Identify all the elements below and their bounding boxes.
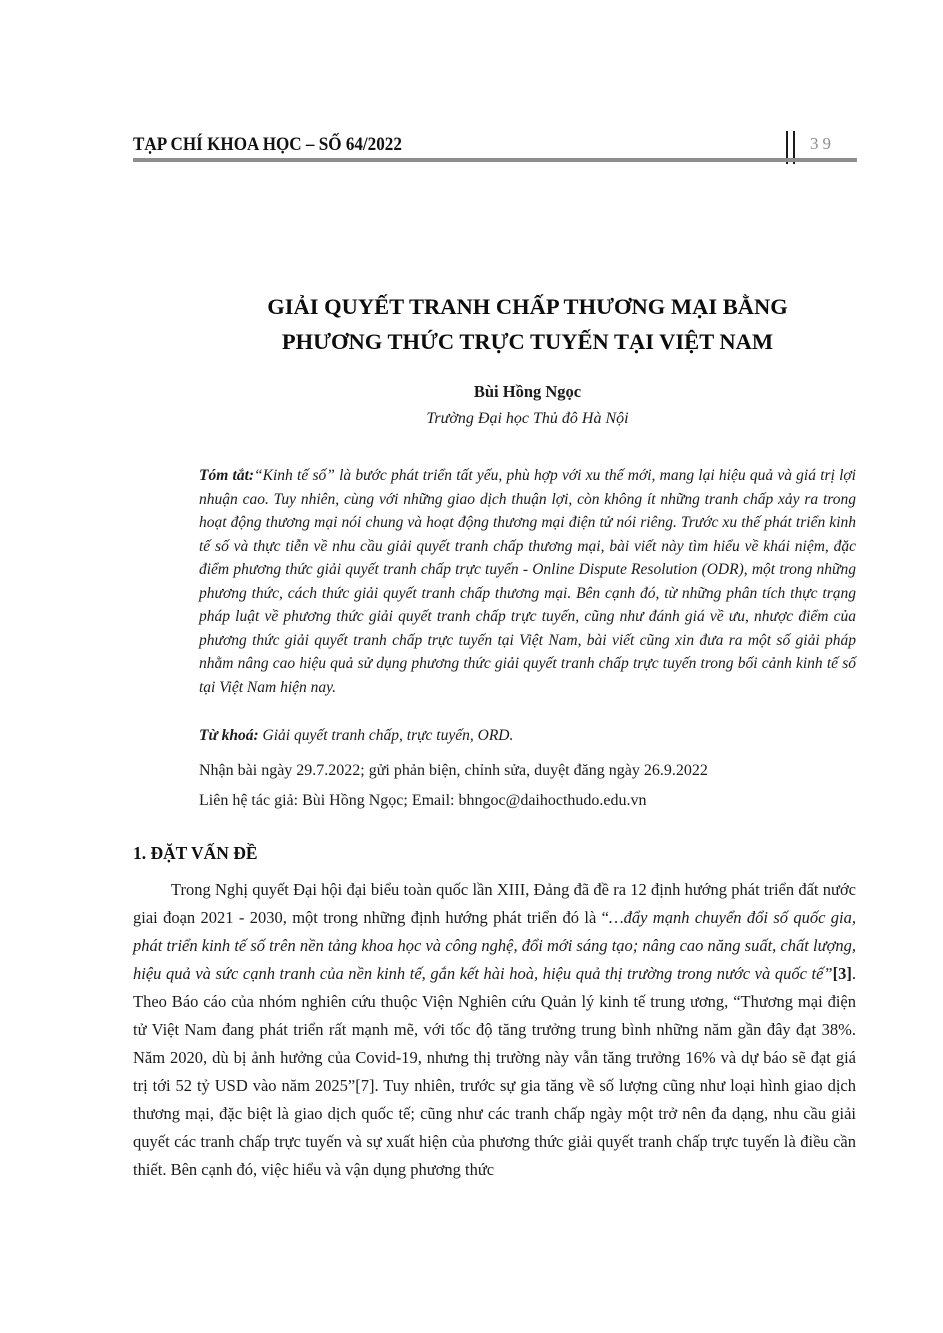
section-1-paragraph: [133, 876, 856, 1184]
paragraph-segment-quote-italic: …đẩy mạnh chuyển đổi số quốc gia, phát triển kinh tế số trên nền tảng khoa học và công nghệ, đổi mới sáng tạo; nâng cao năng suất, chất lượng, hiệu quả và sức cạnh tranh của nền kinh tế, gắn kết hài hoà, hiệu quả thị trường trong nước và quốc tế”: [133, 908, 856, 983]
journal-header-title: TẠP CHÍ KHOA HỌC – SỐ 64/2022: [133, 134, 402, 155]
abstract-label: Tóm tắt:: [199, 467, 255, 484]
keywords-label: Từ khoá:: [199, 727, 259, 744]
article-title-line1: GIẢI QUYẾT TRANH CHẤP THƯƠNG MẠI BẰNG: [267, 294, 788, 319]
article-title: [199, 289, 856, 359]
paragraph-segment: . Theo Báo cáo của nhóm nghiên cứu thuộc Viện Nghiên cứu Quản lý kinh tế trung ương, “Thương mại điện tử Việt Nam đang phát triển rất mạnh mẽ, với tốc độ tăng trưởng trung bình những năm gần đây đạt 38%. Năm 2020, dù bị ảnh hưởng của Covid-19, nhưng thị trường này vẫn tăng trưởng 16% và dự báo sẽ đạt giá trị tới 52 tỷ USD vào năm 2025”[7]. Tuy nhiên, trước sự gia tăng về số lượng cũng như loại hình giao dịch thương mại, đặc biệt là giao dịch quốc tế; cũng như các tranh chấp ngày một trở nên đa dạng, nhu cầu giải quyết các tranh chấp trực tuyến và sự xuất hiện của phương thức giải quyết tranh chấp trực tuyến là điều cần thiết. Bên cạnh đó, việc hiểu và vận dụng phương thức: [133, 964, 856, 1179]
author-affiliation: Trường Đại học Thủ đô Hà Nội: [426, 410, 629, 427]
author-contact-line: Liên hệ tác giả: Bùi Hồng Ngọc; Email: bhngoc@daihocthudo.edu.vn: [199, 792, 647, 809]
section-1-heading: 1. ĐẶT VẤN ĐỀ: [133, 843, 258, 863]
paragraph-segment-citation: [3]: [832, 964, 852, 983]
author-name: Bùi Hồng Ngọc: [473, 382, 582, 401]
paragraph-segment: Trong Nghị quyết Đại hội đại biểu toàn quốc lần XIII, Đảng đã đề ra 12 định hướng phát triển đất nước giai đoạn 2021 - 2030, một trong những định hướng phát triển đó là “: [133, 880, 856, 927]
keywords-line: [199, 724, 856, 748]
abstract-paragraph: [199, 464, 856, 699]
page-number: 39: [810, 134, 835, 153]
received-dates-line: Nhận bài ngày 29.7.2022; gửi phản biện, chỉnh sửa, duyệt đăng ngày 26.9.2022: [199, 762, 708, 779]
article-title-line2: PHƯƠNG THỨC TRỰC TUYẾN TẠI VIỆT NAM: [281, 329, 774, 354]
keywords-text: Giải quyết tranh chấp, trực tuyến, ORD.: [258, 727, 514, 744]
header-rule: [133, 158, 857, 162]
abstract-text: “Kinh tế số” là bước phát triển tất yếu, phù hợp với xu thế mới, mang lại hiệu quả và giá trị lợi nhuận cao. Tuy nhiên, cùng với những giao dịch thuận lợi, còn không ít những tranh chấp xảy ra trong hoạt động thương mại nói chung và hoạt động thương mại điện tử nói riêng. Trước xu thế phát triển kinh tế số và thực tiễn về nhu cầu giải quyết tranh chấp thương mại, bài viết này tìm hiểu về khái niệm, đặc điểm phương thức giải quyết tranh chấp trực tuyến - Online Dispute Resolution (ODR), một trong những phương thức, cách thức giải quyết tranh chấp thương mại. Bên cạnh đó, từ những phân tích thực trạng pháp luật về phương thức giải quyết tranh chấp trực tuyến, cũng như đánh giá về ưu, nhược điểm của phương thức giải quyết tranh chấp trực tuyến tại Việt Nam, bài viết cũng xin đưa ra một số giải pháp nhằm nâng cao hiệu quả sử dụng phương thức giải quyết tranh chấp trực tuyến trong bối cảnh kinh tế số tại Việt Nam hiện nay.: [199, 467, 856, 696]
